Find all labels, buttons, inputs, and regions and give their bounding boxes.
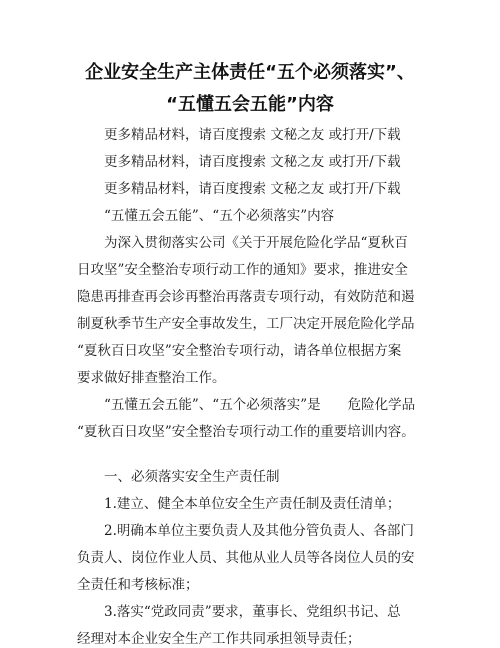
item-2-line: 全责任和考核标准； xyxy=(77,577,199,593)
paragraph-1-line: 日攻坚”安全整治专项行动工作的通知》要求，推进安全 xyxy=(77,262,408,278)
subtitle-line: “五懂五会五能”、“五个必须落实”内容 xyxy=(104,208,335,224)
paragraph-1-line: “夏秋百日攻坚”安全整治专项行动，请各单位根据方案 xyxy=(77,343,402,359)
item-2-line: 负责人、岗位作业人员、其他从业人员等各岗位人员的安 xyxy=(77,550,415,566)
paragraph-1-line: 为深入贯彻落实公司《关于开展危险化学品“夏秋百 xyxy=(104,235,408,251)
item-3-line: 3.落实“党政同责”要求，董事长、党组织书记、总 xyxy=(104,604,401,620)
document-title-line-1: 企业安全生产主体责任“五个必须落实”、 xyxy=(85,62,415,83)
paragraph-1-line: 制夏秋季节生产安全事故发生，工厂决定开展危险化学品 xyxy=(77,316,415,332)
paragraph-1-line: 隐患再排查再会诊再整治再落责专项行动，有效防范和遏 xyxy=(77,289,415,305)
item-3-line: 经理对本企业安全生产工作共同承担领导责任； xyxy=(77,631,361,647)
paragraph-2-line: “夏秋百日攻坚”安全整治专项行动工作的重要培训内容。 xyxy=(77,424,415,440)
paragraph-1-line: 要求做好排查整治工作。 xyxy=(77,370,226,386)
paragraph-2-line: “五懂五会五能”、“五个必须落实”是 危险化学品 xyxy=(104,397,416,413)
document-title-line-2: “五懂五会五能”内容 xyxy=(166,94,334,115)
section-1-heading: 一、必须落实安全生产责任制 xyxy=(104,469,280,485)
item-2-line: 2.明确本单位主要负责人及其他分管负责人、各部门 xyxy=(104,523,414,539)
promo-line: 更多精品材料，请百度搜索 文秘之友 或打开/下载 xyxy=(104,154,401,170)
item-1-line: 1.建立、健全本单位安全生产责任制及责任清单； xyxy=(104,496,401,512)
promo-line: 更多精品材料，请百度搜索 文秘之友 或打开/下载 xyxy=(104,181,401,197)
promo-line: 更多精品材料，请百度搜索 文秘之友 或打开/下载 xyxy=(104,127,401,143)
